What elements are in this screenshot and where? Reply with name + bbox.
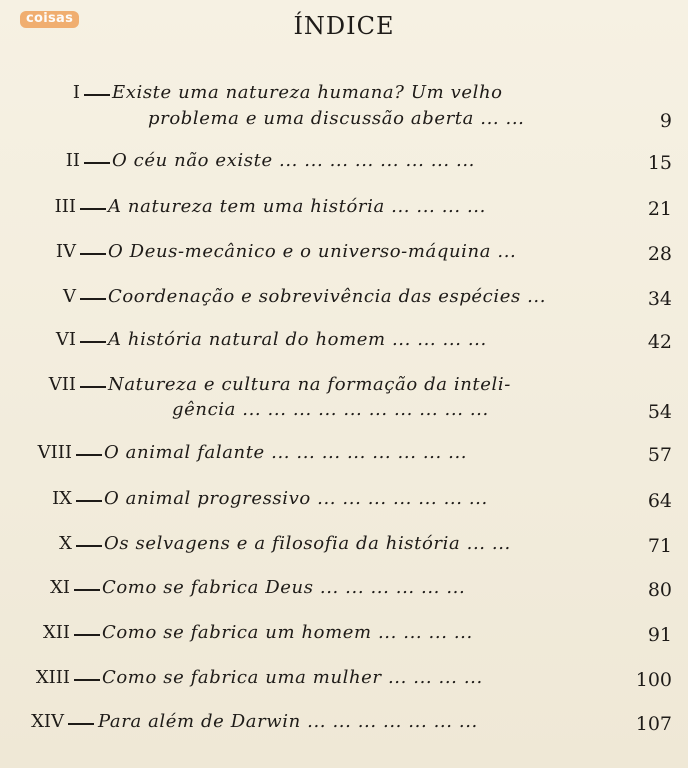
chapter-title: O animal progressivo ... ... ... ... ... ... ...	[104, 488, 488, 509]
chapter-number: XIII	[35, 667, 70, 688]
dash	[84, 162, 110, 164]
dash	[74, 634, 100, 636]
page-number: 42	[647, 331, 672, 353]
dash	[80, 386, 106, 388]
chapter-title: Para além de Darwin ... ... ... ... ... ... ...	[98, 711, 478, 732]
chapter-number: II	[65, 150, 80, 171]
chapter-number: IV	[55, 241, 76, 262]
dash	[80, 208, 106, 210]
dash	[68, 723, 94, 725]
chapter-title: O animal falante ... ... ... ... ... ... ... ...	[104, 442, 468, 463]
chapter-title: Como se fabrica Deus ... ... ... ... ... ...	[102, 577, 466, 598]
page-number: 54	[647, 401, 672, 423]
chapter-title: Coordenação e sobrevivência das espécies ...	[108, 286, 547, 307]
chapter-number: III	[54, 196, 76, 217]
chapter-number: X	[59, 533, 72, 554]
chapter-title: A história natural do homem ... ... ... ...	[108, 329, 487, 350]
page-number: 34	[647, 288, 672, 310]
page-number: 21	[647, 198, 672, 220]
chapter-title: Existe uma natureza humana? Um velho	[112, 82, 503, 103]
chapter-title: Natureza e cultura na formação da inteli-	[108, 374, 511, 395]
page-number: 91	[647, 624, 672, 646]
page-title: ÍNDICE	[293, 12, 395, 40]
dash	[76, 454, 102, 456]
watermark-logo: coisas	[20, 11, 79, 28]
dash	[76, 545, 102, 547]
page-number: 107	[635, 713, 672, 735]
chapter-number: V	[63, 286, 76, 307]
page-number: 9	[659, 110, 672, 132]
page-number: 80	[647, 579, 672, 601]
page-number: 100	[635, 669, 672, 691]
chapter-title: Os selvagens e a filosofia da história ... ...	[104, 533, 511, 554]
dash	[74, 589, 100, 591]
page-number: 71	[647, 535, 672, 557]
dash	[80, 253, 106, 255]
chapter-title: O céu não existe ... ... ... ... ... ... ... ...	[112, 150, 475, 171]
chapter-title-continued: gência ... ... ... ... ... ... ... ... ... ...	[172, 399, 489, 420]
chapter-title: O Deus-mecânico e o universo-máquina ...	[108, 241, 517, 262]
page-number: 28	[647, 243, 672, 265]
dash	[76, 500, 102, 502]
chapter-number: XIV	[31, 711, 64, 732]
chapter-number: XII	[42, 622, 70, 643]
chapter-title: Como se fabrica uma mulher ... ... ... ...	[102, 667, 483, 688]
chapter-title: Como se fabrica um homem ... ... ... ...	[102, 622, 473, 643]
chapter-number: VI	[55, 329, 76, 350]
page-number: 15	[647, 152, 672, 174]
chapter-number: VIII	[37, 442, 72, 463]
chapter-title-continued: problema e uma discussão aberta ... ...	[148, 108, 525, 129]
chapter-number: I	[72, 82, 80, 103]
chapter-number: IX	[52, 488, 72, 509]
dash	[74, 679, 100, 681]
dash	[80, 298, 106, 300]
chapter-title: A natureza tem uma história ... ... ... ...	[108, 196, 486, 217]
dash	[84, 94, 110, 96]
chapter-number: VII	[48, 374, 76, 395]
chapter-number: XI	[50, 577, 70, 598]
dash	[80, 341, 106, 343]
page-number: 64	[647, 490, 672, 512]
page-number: 57	[647, 444, 672, 466]
